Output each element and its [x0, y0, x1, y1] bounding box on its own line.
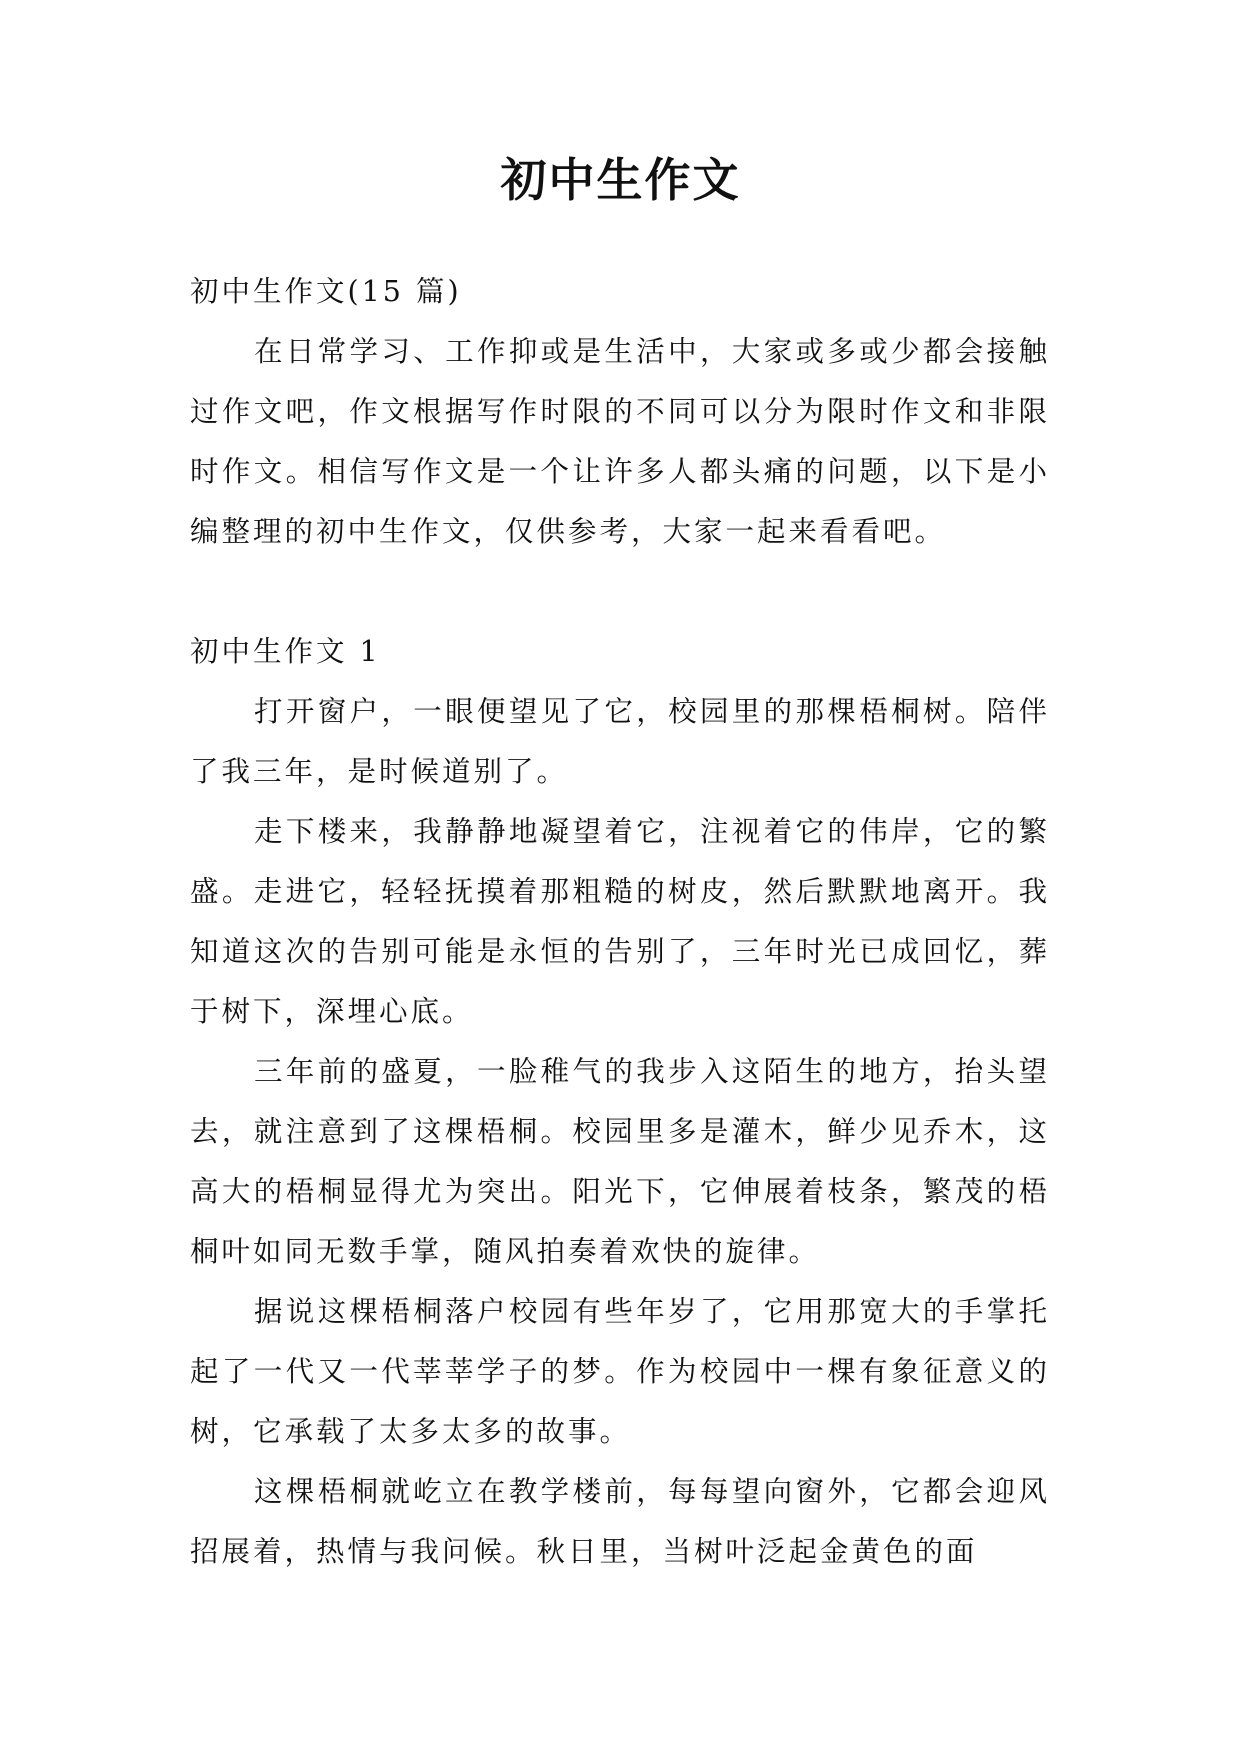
- body-paragraph: 三年前的盛夏，一脸稚气的我步入这陌生的地方，抬头望去，就注意到了这棵梧桐。校园里多是灌木，鲜少见乔木，这高大的梧桐显得尤为突出。阳光下，它伸展着枝条，繁茂的梧桐叶如同无数手掌，随风拍奏着欢快的旋律。: [190, 1055, 1050, 1268]
- body-paragraph: 走下楼来，我静静地凝望着它，注视着它的伟岸，它的繁盛。走进它，轻轻抚摸着那粗糙的树皮，然后默默地离开。我知道这次的告别可能是永恒的告别了，三年时光已成回忆，葬于树下，深埋心底。: [190, 815, 1050, 1028]
- collection-subtitle: 初中生作文(15 篇): [190, 275, 462, 308]
- body-paragraph: 据说这棵梧桐落户校园有些年岁了，它用那宽大的手掌托起了一代又一代莘莘学子的梦。作为校园中一棵有象征意义的树，它承载了太多太多的故事。: [190, 1295, 1050, 1448]
- document-body: [190, 262, 1050, 1582]
- section-heading: 初中生作文 1: [190, 635, 381, 668]
- body-paragraph: 这棵梧桐就屹立在教学楼前，每每望向窗外，它都会迎风招展着，热情与我问候。秋日里，当树叶泛起金黄色的面: [190, 1475, 1050, 1568]
- intro-paragraph: 在日常学习、工作抑或是生活中，大家或多或少都会接触过作文吧，作文根据写作时限的不同可以分为限时作文和非限时作文。相信写作文是一个让许多人都头痛的问题，以下是小编整理的初中生作文，仅供参考，大家一起来看看吧。: [190, 335, 1050, 548]
- document-title: 初中生作文: [500, 153, 741, 207]
- body-paragraph: 打开窗户，一眼便望见了它，校园里的那棵梧桐树。陪伴了我三年，是时候道别了。: [190, 695, 1050, 788]
